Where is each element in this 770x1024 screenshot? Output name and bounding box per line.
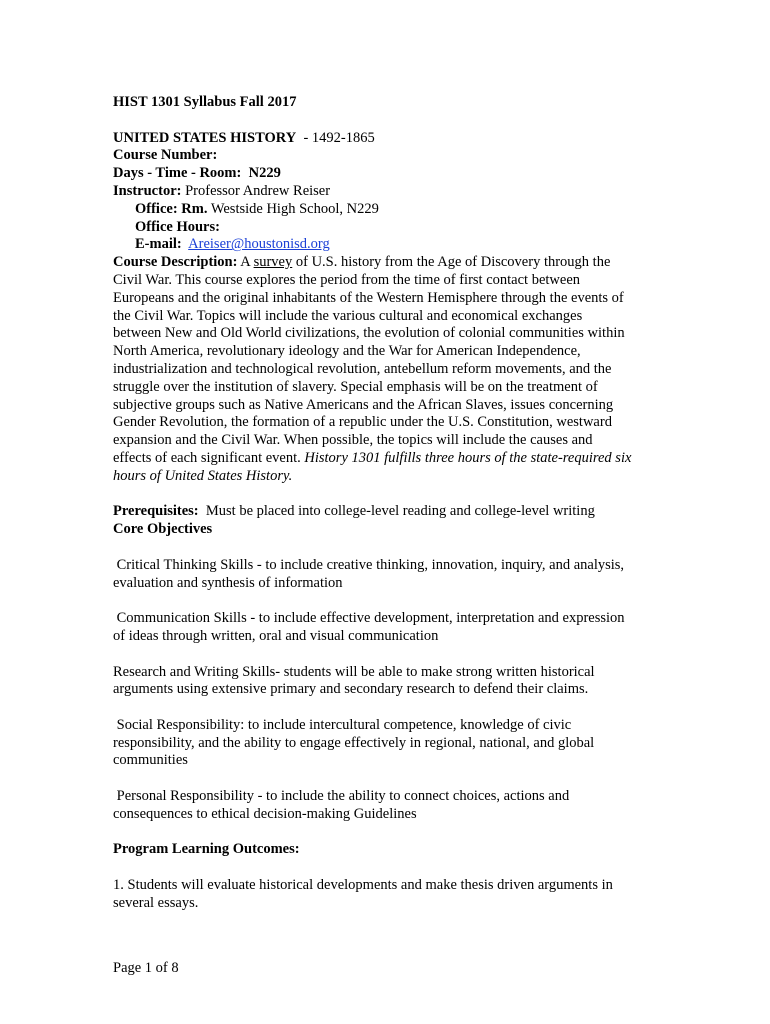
description-first-rest: of U.S. history from the Age of Discovery through the [295, 254, 611, 271]
outcome-item: 1. Students will evaluate historical developments and make thesis driven arguments in [113, 877, 613, 894]
syllabus-page [113, 94, 673, 913]
days-time-room-line [113, 165, 673, 183]
description-line: the Civil War. Topics will include the various cultural and economical exchanges [113, 307, 583, 324]
document-title: HIST 1301 Syllabus Fall 2017 [113, 94, 297, 110]
objective-social-responsibility: Social Responsibility: to include intercultural competence, knowledge of civic [113, 716, 572, 733]
objective-communication: Communication Skills - to include effective development, interpretation and expression [113, 610, 625, 627]
office-value: Westside High School, N229 [210, 200, 379, 217]
instructor-name: Professor Andrew Reiser [185, 182, 331, 199]
description-line: Europeans and the original inhabitants of the Western Hemisphere through the events of [113, 289, 624, 306]
description-word-a: A [240, 254, 250, 271]
objective-research-writing: Research and Writing Skills- students will be able to make strong written historical [113, 663, 595, 680]
page-number: Page 1 of 8 [113, 960, 179, 976]
description-last-line [113, 450, 673, 468]
instructor-line [113, 183, 673, 201]
description-line: Gender Revolution, the formation of a republic under the U.S. Constitution, westward [113, 414, 612, 431]
description-label: Course Description: [113, 254, 238, 271]
course-years: - 1492-1865 [303, 129, 375, 146]
objective-social-responsibility-cont: responsibility, and the ability to engage effectively in regional, national, and global [113, 734, 595, 751]
office-line [113, 201, 673, 219]
objective-personal-responsibility-cont: consequences to ethical decision-making Guidelines [113, 805, 417, 822]
description-line: between New and Old World civilizations, the evolution of colonial communities within [113, 325, 625, 342]
objective-social-responsibility-cont: communities [113, 752, 188, 769]
description-line: North America, revolutionary ideology and the War for American Independence, [113, 343, 581, 360]
office-hours-label: Office Hours: [135, 218, 220, 235]
prereq-label: Prerequisites: [113, 503, 199, 520]
core-objectives-heading: Core Objectives [113, 521, 213, 538]
email-line [113, 236, 673, 254]
prereq-text: Must be placed into college-level reading and college-level writing [205, 503, 595, 520]
description-first-line [113, 254, 673, 272]
description-last-italic: History 1301 fulfills three hours of the state-required six [304, 449, 632, 466]
description-word-survey: survey [253, 254, 293, 271]
description-line: subjective groups such as Native Americans and the African Slaves, issues concerning [113, 396, 614, 413]
objective-critical-thinking: Critical Thinking Skills - to include creative thinking, innovation, inquiry, and analysis, [113, 556, 625, 573]
instructor-label: Instructor: [113, 182, 182, 199]
objective-research-writing-cont: arguments using extensive primary and secondary research to defend their claims. [113, 681, 589, 698]
description-italic-line: hours of United States History. [113, 467, 293, 484]
description-line: expansion and the Civil War. When possible, the topics will include the causes and [113, 432, 593, 449]
outcome-item-cont: several essays. [113, 894, 199, 911]
prerequisites-line [113, 503, 673, 521]
description-line: Civil War. This course explores the period from the time of first contact between [113, 271, 581, 288]
description-line: struggle over the institution of slavery. Special emphasis will be on the treatment of [113, 378, 598, 395]
description-last-plain: effects of each significant event. [113, 449, 301, 466]
objective-communication-cont: of ideas through written, oral and visual communication [113, 627, 439, 644]
dtr-value: N229 [248, 165, 281, 182]
objective-personal-responsibility: Personal Responsibility - to include the ability to connect choices, actions and [113, 788, 570, 805]
email-label: E-mail: [135, 236, 182, 253]
objective-critical-thinking-cont: evaluation and synthesis of information [113, 574, 343, 591]
dtr-label: Days - Time - Room: [113, 165, 242, 182]
course-number-label: Course Number: [113, 147, 218, 164]
course-title-line [113, 130, 673, 148]
description-line: industrialization and technological revolution, antebellum reform movements, and the [113, 360, 612, 377]
program-learning-outcomes-heading: Program Learning Outcomes: [113, 841, 300, 858]
office-label: Office: Rm. [135, 200, 208, 217]
email-link[interactable]: Areiser@houstonisd.org [188, 236, 330, 253]
course-name: UNITED STATES HISTORY [113, 129, 297, 146]
